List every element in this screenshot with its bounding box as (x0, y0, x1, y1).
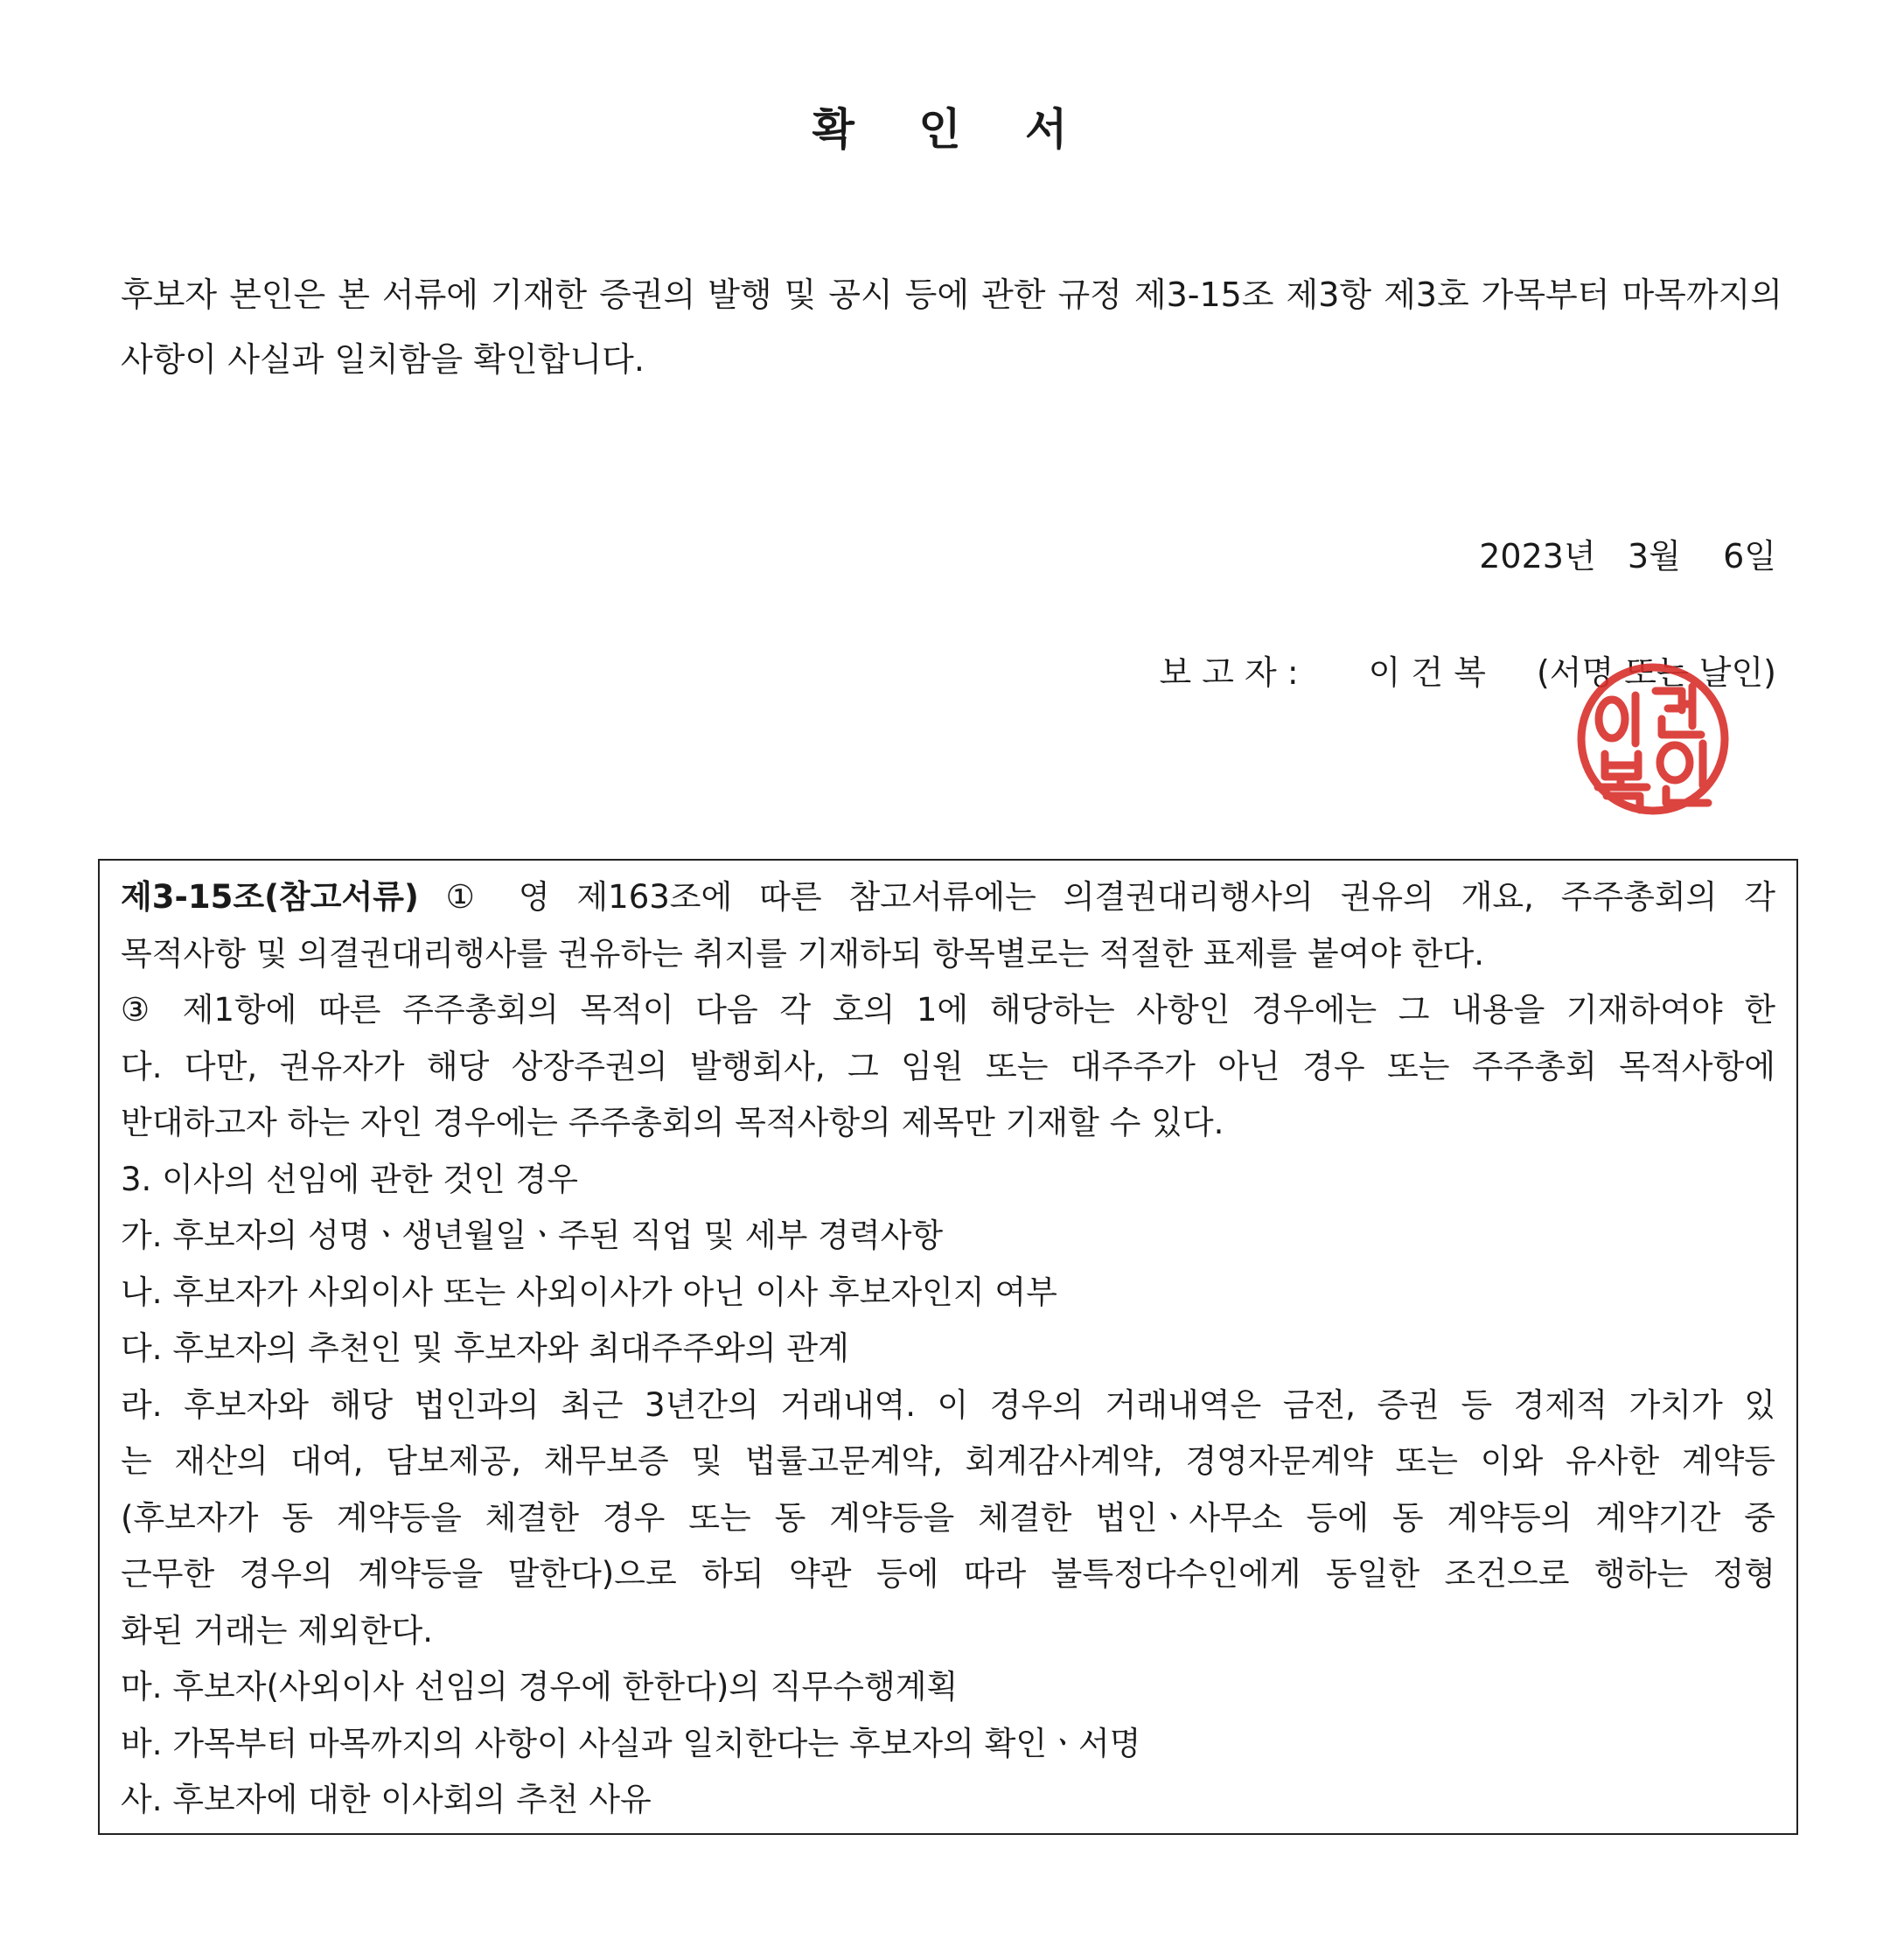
reference-line: (후보자가 동 계약등을 체결한 경우 또는 동 계약등을 체결한 법인ㆍ사무소 등에 동 계약등의 계약기간 중 (121, 1498, 1775, 1537)
confirmation-statement: 후보자 본인은 본 서류에 기재한 증권의 발행 및 공시 등에 관한 규정 제3-15조 제3항 제3호 가목부터 마목까지의 사항이 사실과 일치함을 확인합니다. (121, 276, 1782, 379)
reference-line-1 (121, 869, 1775, 926)
seal-stamp-icon (1570, 656, 1736, 822)
reporter-name: 이 건 복 (1368, 653, 1486, 692)
reference-line: 근무한 경우의 계약등을 말한다)으로 하되 약관 등에 따라 불특정다수인에게 동일한 조건으로 행하는 정형 (121, 1555, 1775, 1593)
reference-line: 화된 거래는 제외한다. (121, 1611, 433, 1650)
reference-line: 다. 다만, 권유자가 해당 상장주권의 발행회사, 그 임원 또는 대주주가 아닌 경우 또는 주주총회 목적사항에 (121, 1047, 1775, 1085)
reference-line: ① 영 제163조에 따른 참고서류에는 의결권대리행사의 권유의 개요, 주주총회의 각 (418, 878, 1775, 916)
reference-line: 나. 후보자가 사외이사 또는 사외이사가 아닌 이사 후보자인지 여부 (121, 1273, 1057, 1311)
reference-line: 사. 후보자에 대한 이사회의 추천 사유 (121, 1781, 652, 1818)
reporter-label: 보 고 자 : (1159, 653, 1299, 692)
signature-note: (서명 또는 날인) (1536, 653, 1776, 692)
reference-line: ③ 제1항에 따른 주주총회의 목적이 다음 각 호의 1에 해당하는 사항인 경우에는 그 내용을 기재하여야 한 (121, 991, 1775, 1029)
reference-regulation-box (98, 859, 1798, 1835)
document-title: 확 인 서 (812, 104, 1092, 155)
reference-line: 3. 이사의 선임에 관한 것인 경우 (121, 1160, 579, 1198)
reference-line: 는 재산의 대여, 담보제공, 채무보증 및 법률고문계약, 회계감사계약, 경영자문계약 또는 이와 유사한 계약등 (121, 1442, 1775, 1480)
reference-line: 다. 후보자의 추천인 및 후보자와 최대주주와의 관계 (121, 1329, 849, 1367)
reference-line: 반대하고자 하는 자인 경우에는 주주총회의 목적사항의 제목만 기재할 수 있다. (121, 1104, 1224, 1141)
reference-line: 목적사항 및 의결권대리행사를 권유하는 취지를 기재하되 항목별로는 적절한 표제를 붙여야 한다. (121, 934, 1485, 973)
reference-line: 라. 후보자와 해당 법인과의 최근 3년간의 거래내역. 이 경우의 거래내역은 금전, 증권 등 경제적 가치가 있 (121, 1385, 1775, 1424)
reference-line: 마. 후보자(사외이사 선임의 경우에 한한다)의 직무수행계획 (121, 1668, 959, 1705)
reference-heading: 제3-15조(참고서류) (121, 878, 419, 916)
reference-line: 바. 가목부터 마목까지의 사항이 사실과 일치한다는 후보자의 확인ㆍ서명 (121, 1724, 1141, 1762)
reference-line: 가. 후보자의 성명ㆍ생년월일ㆍ주된 직업 및 세부 경력사항 (121, 1217, 944, 1254)
document-date: 2023년 3월 6일 (1479, 537, 1776, 575)
